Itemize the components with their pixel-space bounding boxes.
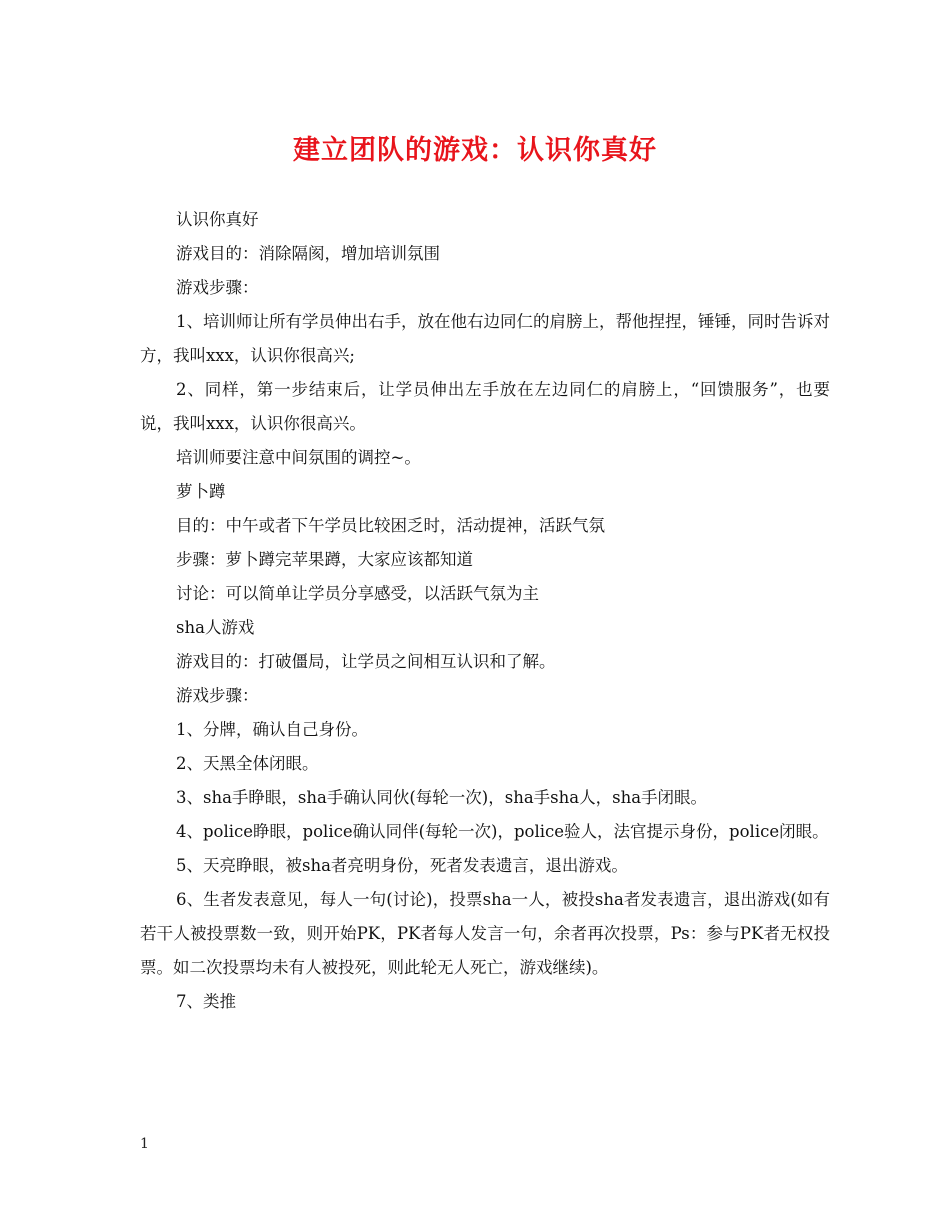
paragraph-heading-game2: 萝卜蹲: [176, 482, 226, 501]
paragraph-purpose-2: 目的：中午或者下午学员比较困乏时，活动提神，活跃气氛: [176, 516, 605, 535]
paragraph-rule-1: 1、分牌，确认自己身份。: [176, 720, 368, 739]
paragraph-steps-label: 游戏步骤：: [176, 278, 259, 297]
paragraph-step-1: 1、培训师让所有学员伸出右手，放在他右边同仁的肩膀上，帮他捏捏，锤锤，同时告诉对方，我叫xxx，认识你很高兴;: [140, 312, 830, 365]
paragraph-step-2: 2、同样，第一步结束后，让学员伸出左手放在左边同仁的肩膀上，“回馈服务”，也要说，我叫xxx，认识你很高兴。: [140, 380, 830, 433]
paragraph-steps-2: 步骤：萝卜蹲完苹果蹲，大家应该都知道: [176, 550, 473, 569]
paragraph-purpose: 游戏目的：消除隔阂，增加培训氛围: [176, 244, 440, 263]
page-number: 1: [140, 1136, 149, 1152]
document-title: 建立团队的游戏：认识你真好: [293, 135, 657, 166]
paragraph-steps-label-3: 游戏步骤：: [176, 686, 259, 705]
paragraph-discussion: 讨论：可以简单让学员分享感受，以活跃气氛为主: [176, 584, 539, 603]
paragraph-rule-6: 6、生者发表意见，每人一句(讨论)，投票sha一人，被投sha者发表遗言，退出游戏(如有若干人被投票数一致，则开始PK，PK者每人发言一句，余者再次投票，Ps：参与PK者无权投票。如二次投票均未有人被投死，则此轮无人死亡，游戏继续)。: [140, 890, 830, 977]
paragraph-heading-game1: 认识你真好: [176, 210, 259, 229]
paragraph-rule-4: 4、police睁眼，police确认同伴(每轮一次)，police验人，法官提示身份，police闭眼。: [176, 822, 829, 841]
paragraph-rule-3: 3、sha手睁眼，sha手确认同伙(每轮一次)，sha手sha人，sha手闭眼。: [176, 788, 708, 807]
paragraph-note: 培训师要注意中间氛围的调控~。: [176, 448, 421, 467]
paragraph-rule-7: 7、类推: [176, 992, 236, 1011]
paragraph-rule-2: 2、天黑全体闭眼。: [176, 754, 319, 773]
paragraph-rule-5: 5、天亮睁眼，被sha者亮明身份，死者发表遗言，退出游戏。: [176, 856, 628, 875]
paragraph-heading-game3: sha人游戏: [176, 618, 255, 637]
document-body: [140, 203, 830, 1019]
paragraph-purpose-3: 游戏目的：打破僵局，让学员之间相互认识和了解。: [176, 652, 556, 671]
